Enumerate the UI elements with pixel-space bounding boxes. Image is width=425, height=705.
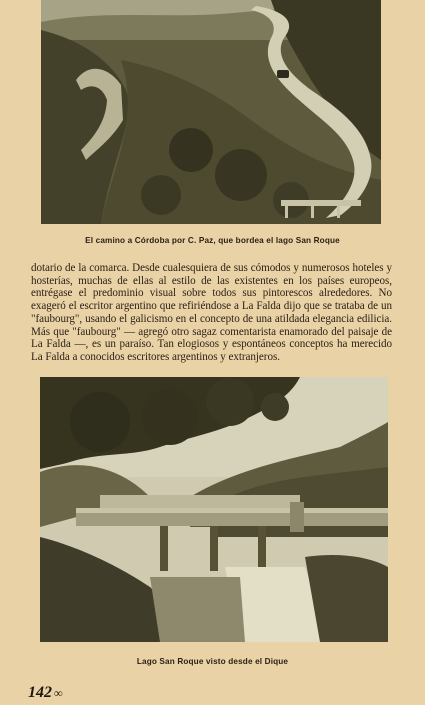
article-paragraph: dotario de la comarca. Desde cualesquiera de sus cómodos y numerosos hoteles y hosterías, muchas de ellas al estilo de las existentes en los países europeos, entrégase el predominio visual sobre todos sus pintorescos alrededores. No exageró el escritor argentino que refiriéndose a La Falda dijo que se trataba de un "faubourg", usando el galicismo en el concepto de una atildada elegancia edilicia. Más que "faubourg" — agregó otro sagaz comentarista enamorado del paisaje de La Falda —, es un paraíso. Tan elogiosos y espontáneos conceptos ha merecido La Falda a conocidos escritores argentinos y extranjeros. bbox=[31, 262, 392, 363]
road-photograph bbox=[41, 0, 381, 224]
bottom-photo-caption: Lago San Roque visto desde el Dique bbox=[136, 657, 289, 666]
road-photo-illustration bbox=[41, 0, 381, 224]
dam-photo-illustration bbox=[40, 377, 388, 642]
page-ornament: ∞ bbox=[54, 686, 63, 700]
top-photo-caption: El camino a Córdoba por C. Paz, que bordea el lago San Roque bbox=[85, 236, 340, 245]
page-folio bbox=[28, 684, 63, 702]
page-number: 142 bbox=[28, 684, 52, 701]
dam-photograph bbox=[40, 377, 388, 642]
